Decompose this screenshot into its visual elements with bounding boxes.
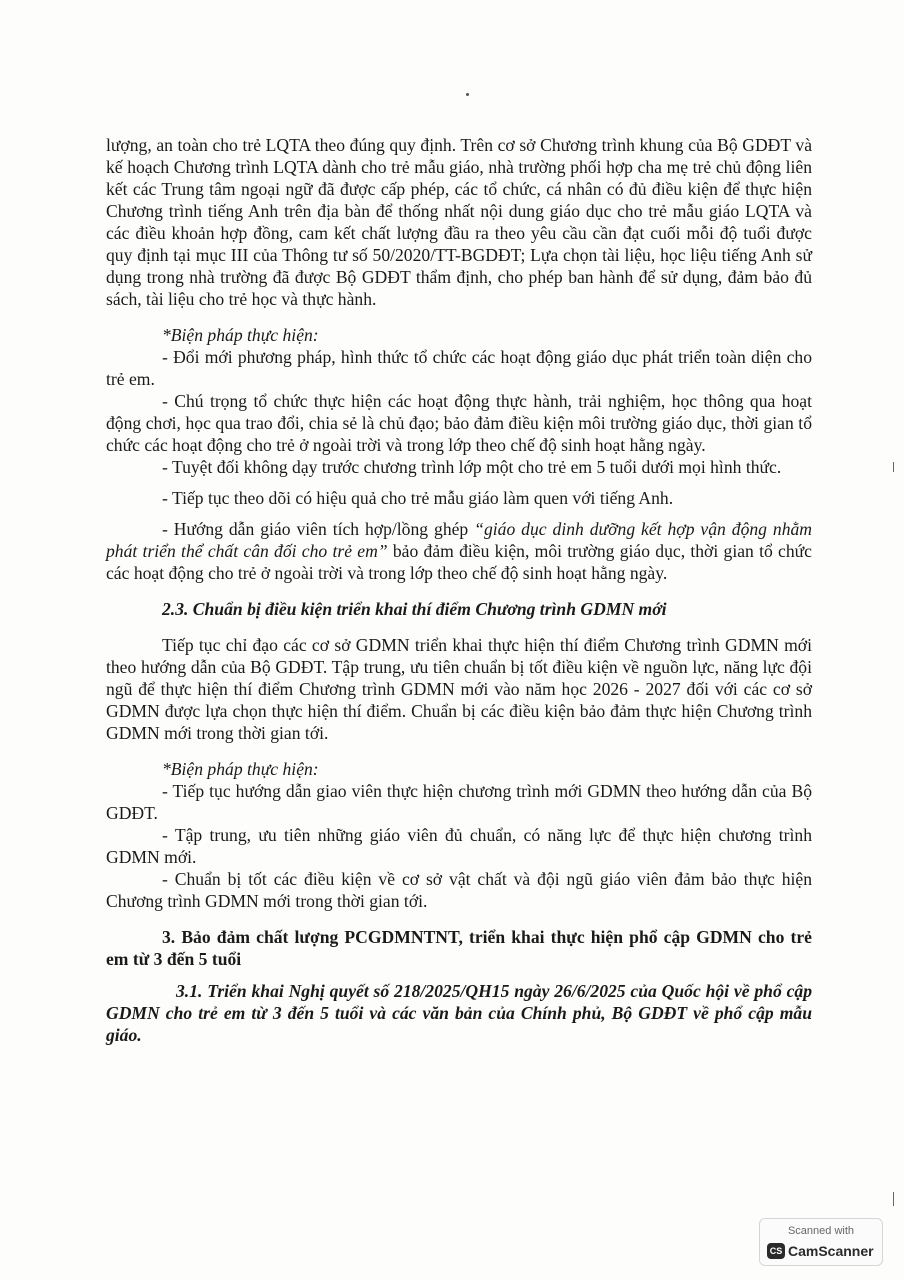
measure-item: - Chuẩn bị tốt các điều kiện về cơ sở vật chất và đội ngũ giáo viên đảm bảo thực hiện Chương trình GDMN mới trong thời gian tới. <box>106 869 812 911</box>
camscanner-logo-icon: CS <box>767 1243 785 1259</box>
measure-item: - Tập trung, ưu tiên những giáo viên đủ chuẩn, có năng lực để thực hiện chương trình GDMN mới. <box>106 825 812 867</box>
section-heading-3: 3. Bảo đảm chất lượng PCGDMNTNT, triển khai thực hiện phổ cập GDMN cho trẻ em từ 3 đến 5 tuổi <box>106 927 812 969</box>
camscanner-name: CamScanner <box>788 1243 874 1259</box>
measure-item: - Tuyệt đối không dạy trước chương trình lớp một cho trẻ em 5 tuổi dưới mọi hình thức. <box>162 457 782 477</box>
measure-item: - Chú trọng tổ chức thực hiện các hoạt động thực hành, trải nghiệm, học thông qua hoạt động chơi, học qua trao đổi, chia sẻ là chủ đạo; bảo đảm điều kiện môi trường giáo dục, thời gian tổ chức các hoạt động cho trẻ ở ngoài trời và trong lớp theo chế độ sinh hoạt hằng ngày. <box>106 391 812 455</box>
scanned-with-label: Scanned with <box>787 1225 855 1237</box>
camscanner-watermark <box>759 1218 883 1266</box>
measure-item <box>106 518 812 584</box>
camscanner-brand <box>767 1242 874 1260</box>
measure-text: bảo đảm điều kiện, môi trường giáo dục, thời gian tổ chức các hoạt động cho trẻ ở ngoài trời và trong lớp theo chế độ sinh hoạt hằng ngày. <box>106 541 812 583</box>
scan-speck <box>466 93 469 96</box>
measures-label: *Biện pháp thực hiện: <box>162 325 319 345</box>
scan-edge-mark <box>893 1192 894 1206</box>
section-heading-2-3: 2.3. Chuẩn bị điều kiện triển khai thí điểm Chương trình GDMN mới <box>162 599 667 619</box>
measures-label: *Biện pháp thực hiện: <box>162 759 319 779</box>
paragraph-intro: lượng, an toàn cho trẻ LQTA theo đúng quy định. Trên cơ sở Chương trình khung của Bộ GDĐT và kế hoạch Chương trình LQTA dành cho trẻ mẫu giáo, nhà trường phối hợp cha mẹ trẻ chủ động liên kết các Trung tâm ngoại ngữ đã được cấp phép, các tổ chức, cá nhân có đủ điều kiện để thực hiện Chương trình tiếng Anh trên địa bàn để thống nhất nội dung giáo dục cho trẻ mẫu giáo LQTA và các điều khoản hợp đồng, cam kết chất lượng đầu ra theo yêu cầu cần đạt cuối mỗi độ tuổi được quy định tại mục III của Thông tư số 50/2020/TT-BGDĐT; Lựa chọn tài liệu, học liệu tiếng Anh sử dụng trong nhà trường đã được Bộ GDĐT thẩm định, cho phép ban hành để sử dụng, đảm bảo đủ sách, tài liệu cho trẻ học và thực hành. <box>106 135 812 309</box>
paragraph-2-3: Tiếp tục chỉ đạo các cơ sở GDMN triển khai thực hiện thí điểm Chương trình GDMN mới theo hướng dẫn của Bộ GDĐT. Tập trung, ưu tiên chuẩn bị tốt điều kiện về nguồn lực, năng lực đội ngũ để thực hiện thí điểm Chương trình GDMN mới vào năm học 2026 - 2027 đối với các cơ sở GDMN được lựa chọn thực hiện thí điểm. Chuẩn bị các điều kiện bảo đảm thực hiện Chương trình GDMN mới trong thời gian tới. <box>106 635 812 743</box>
measure-text: - Hướng dẫn giáo viên tích hợp/lồng ghép <box>162 519 475 539</box>
measure-quote: “giáo dục dinh dưỡng kết hợp vận động nhằm phát triển thể chất cân đối cho trẻ em” <box>106 519 812 561</box>
measure-item: - Tiếp tục theo dõi có hiệu quả cho trẻ mẫu giáo làm quen với tiếng Anh. <box>162 488 674 508</box>
section-heading-3-1: 3.1. Triển khai Nghị quyết số 218/2025/QH15 ngày 26/6/2025 của Quốc hội về phổ cập GDMN cho trẻ em từ 3 đến 5 tuổi và các văn bản của Chính phủ, Bộ GDĐT về phổ cập mẫu giáo. <box>106 981 812 1045</box>
measure-item: - Tiếp tục hướng dẫn giao viên thực hiện chương trình mới GDMN theo hướng dẫn của Bộ GDĐT. <box>106 781 812 823</box>
scan-edge-mark <box>893 462 894 472</box>
measure-item: - Đổi mới phương pháp, hình thức tổ chức các hoạt động giáo dục phát triển toàn diện cho trẻ em. <box>106 347 812 389</box>
document-page <box>106 134 812 1046</box>
